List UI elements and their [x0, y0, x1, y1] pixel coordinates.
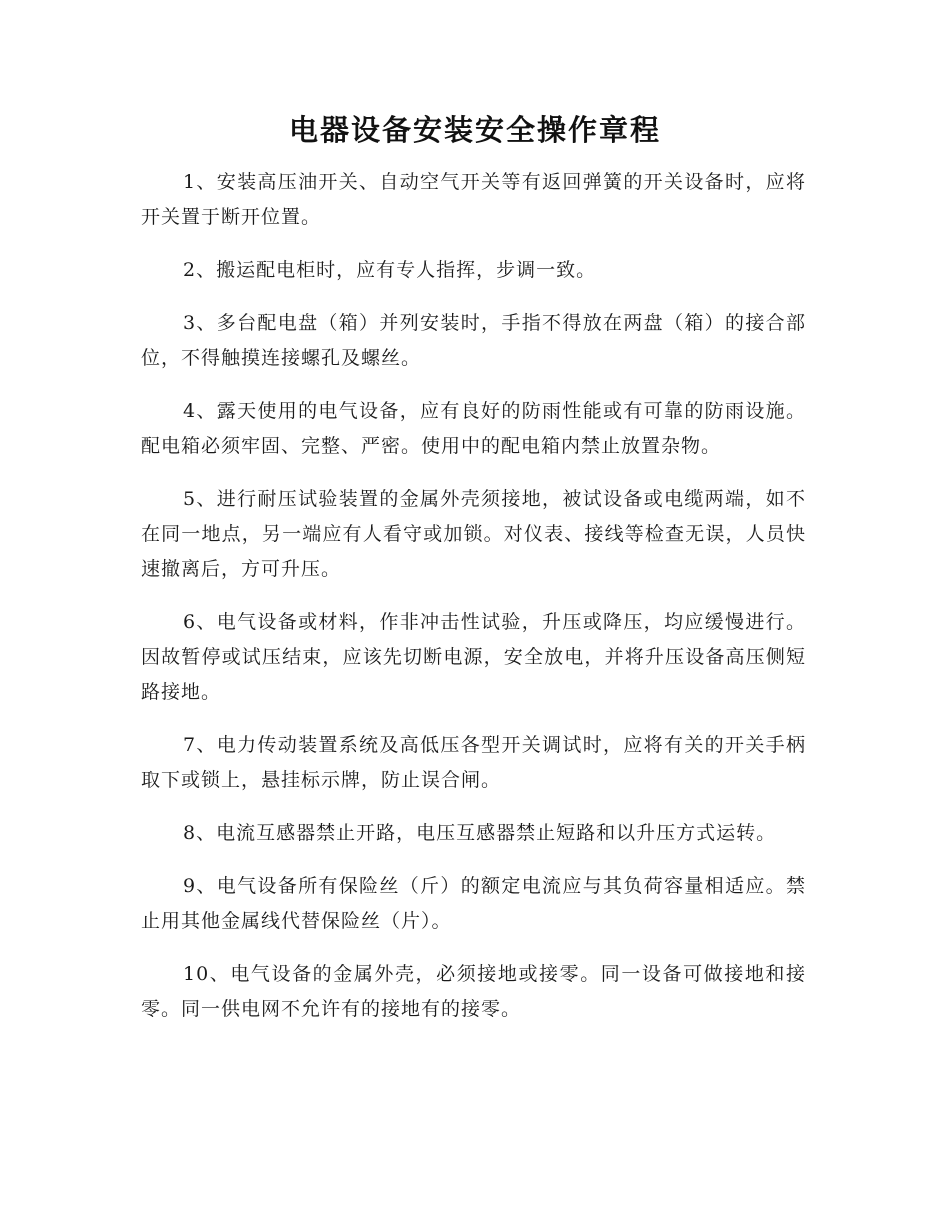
paragraph-6: 6、电气设备或材料，作非冲击性试验，升压或降压，均应缓慢进行。因故暂停或试压结束，应该先切断电源，安全放电，并将升压设备高压侧短路接地。	[141, 611, 806, 703]
paragraph-4: 4、露天使用的电气设备，应有良好的防雨性能或有可靠的防雨设施。配电箱必须牢固、完整、严密。使用中的配电箱内禁止放置杂物。	[141, 400, 806, 457]
document-body	[141, 165, 806, 1045]
paragraph-8: 8、电流互感器禁止开路，电压互感器禁止短路和以升压方式运转。	[183, 822, 777, 844]
paragraph-2: 2、搬运配电柜时，应有专人指挥，步调一致。	[183, 259, 597, 281]
document-title: 电器设备安装安全操作章程	[288, 113, 661, 147]
paragraph-5: 5、进行耐压试验装置的金属外壳须接地，被试设备或电缆两端，如不在同一地点，另一端应有人看守或加锁。对仪表、接线等检查无误，人员快速撤离后，方可升压。	[141, 488, 806, 580]
paragraph-7: 7、电力传动装置系统及高低压各型开关调试时，应将有关的开关手柄取下或锁上，悬挂标示牌，防止误合闸。	[141, 734, 806, 791]
paragraph-1: 1、安装高压油开关、自动空气开关等有返回弹簧的开关设备时，应将开关置于断开位置。	[141, 171, 806, 228]
paragraph-3: 3、多台配电盘（箱）并列安装时，手指不得放在两盘（箱）的接合部位，不得触摸连接螺孔及螺丝。	[141, 312, 806, 369]
paragraph-10: 10、电气设备的金属外壳，必须接地或接零。同一设备可做接地和接零。同一供电网不允许有的接地有的接零。	[141, 963, 806, 1020]
paragraph-9: 9、电气设备所有保险丝（斤）的额定电流应与其负荷容量相适应。禁止用其他金属线代替保险丝（片）。	[141, 875, 806, 932]
